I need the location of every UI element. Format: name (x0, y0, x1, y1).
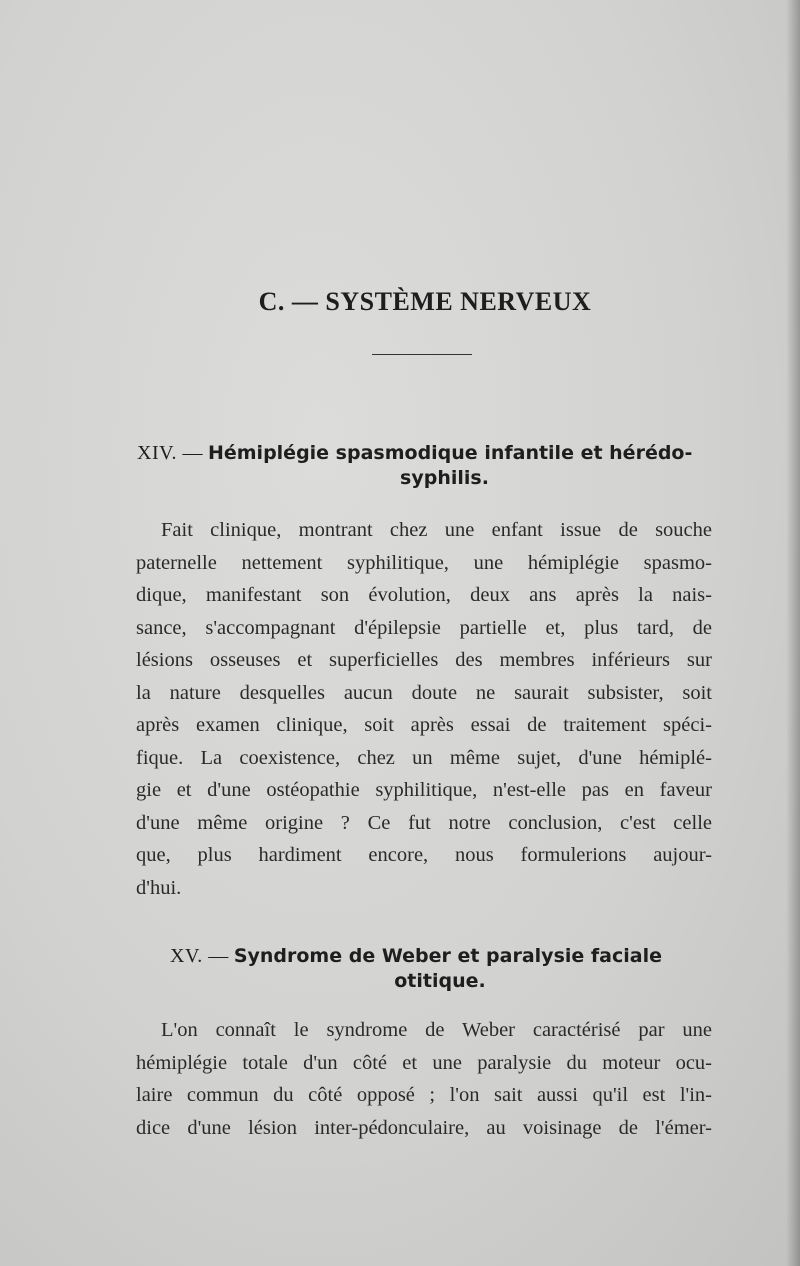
text-line: dice d'une lésion inter-pédonculaire, au voisinage de l'émer- (136, 1116, 712, 1139)
article-number: XIV. — (137, 442, 203, 464)
article-heading-xiv (137, 441, 712, 491)
text-line: hémiplégie totale d'un côté et une paralysie du moteur ocu- (136, 1051, 712, 1074)
text-line: d'hui. (136, 876, 182, 899)
text-line: après examen clinique, soit après essai de traitement spéci- (136, 714, 712, 736)
text-line: paternelle nettement syphilitique, une hémiplégie spasmo- (136, 551, 712, 574)
article-body-xv (136, 1014, 712, 1144)
text-line: d'une même origine ? Ce fut notre conclusion, c'est celle (136, 811, 712, 834)
text-line: laire commun du côté opposé ; l'on sait aussi qu'il est l'in- (136, 1084, 712, 1106)
article-body-xiv (136, 514, 712, 904)
text-line: que, plus hardiment encore, nous formulerions aujour- (136, 844, 712, 866)
text-line: sance, s'accompagnant d'épilepsie partielle et, plus tard, de (136, 616, 712, 639)
title-divider (372, 354, 472, 355)
text-line: L'on connaît le syndrome de Weber caractérisé par une (161, 1019, 712, 1041)
text-line: lésions osseuses et superficielles des membres inférieurs sur (136, 649, 712, 671)
text-line: fique. La coexistence, chez un même sujet, d'une hémiplé- (136, 746, 712, 769)
text-line: la nature desquelles aucun doute ne saurait subsister, soit (136, 681, 712, 704)
article-title-line1: Hémiplégie spasmodique infantile et hérédo- (207, 442, 693, 464)
article-title-line2: syphilis. (400, 467, 489, 489)
article-heading-xv (170, 944, 710, 994)
text-line: dique, manifestant son évolution, deux ans après la nais- (136, 584, 712, 606)
article-title-line1: Syndrome de Weber et paralysie faciale (233, 945, 662, 967)
text-line: Fait clinique, montrant chez une enfant issue de souche (161, 519, 712, 541)
section-title: C. — SYSTÈME NERVEUX (258, 287, 592, 316)
text-line: gie et d'une ostéopathie syphilitique, n'est-elle pas en faveur (136, 779, 712, 801)
article-number: XV. — (170, 945, 229, 967)
article-title-line2: otitique. (394, 970, 486, 992)
